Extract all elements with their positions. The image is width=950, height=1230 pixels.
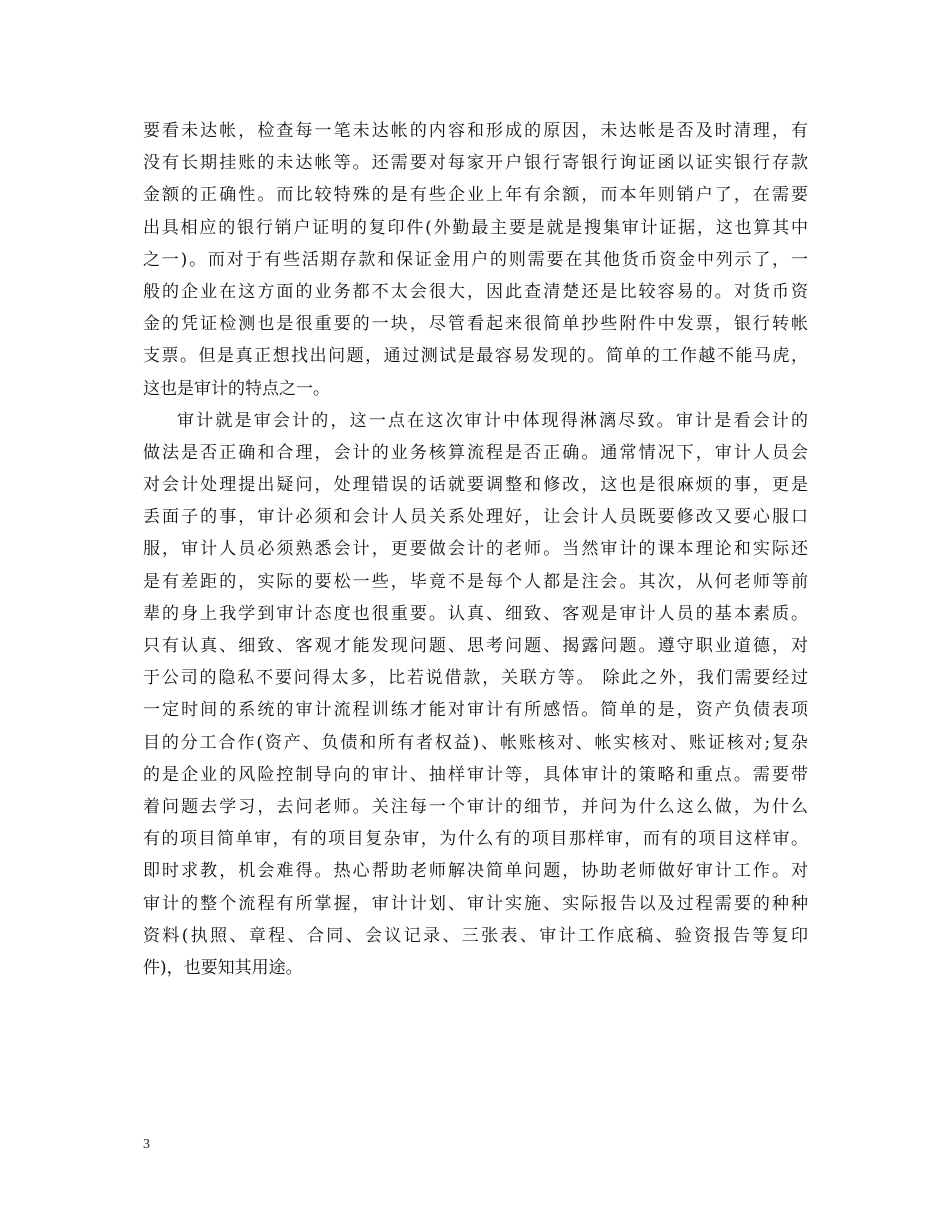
text-line: 是有差距的，实际的要松一些，毕竟不是每个人都是注会。其次，从何老师等前: [143, 571, 808, 592]
text-line: 要看未达帐，检查每一笔未达帐的内容和形成的原因，未达帐是否及时清理，有: [143, 121, 808, 141]
text-line: 资料(执照、章程、合同、会议记录、三张表、审计工作底稿、验资报告等复印: [143, 925, 808, 946]
page-number: 3: [143, 1137, 150, 1152]
text-line: 于公司的隐私不要问得太多，比若说借款，关联方等。 除此之外，我们需要经过: [143, 668, 808, 689]
text-line: 审计就是审会计的，这一点在这次审计中体现得淋漓尽致。审计是看会计的: [177, 410, 808, 431]
paragraph: [143, 405, 808, 984]
text-line: 审计的整个流程有所掌握，审计计划、审计实施、实际报告以及过程需要的种种: [143, 893, 808, 914]
text-line: 件)，也要知其用途。: [143, 957, 303, 978]
text-line: 辈的身上我学到审计态度也很重要。认真、细致、客观是审计人员的基本素质。: [143, 603, 808, 624]
text-line: 出具相应的银行销户证明的复印件(外勤最主要是就是搜集审计证据，这也算其中: [143, 217, 808, 238]
text-line: 即时求教，机会难得。热心帮助老师解决简单问题，协助老师做好审计工作。对: [143, 861, 808, 882]
text-line: 丢面子的事，审计必须和会计人员关系处理好，让会计人员既要修改又要心服口: [143, 507, 808, 528]
text-line: 有的项目简单审，有的项目复杂审，为什么有的项目那样审，而有的项目这样审。: [143, 829, 808, 850]
text-line: 金的凭证检测也是很重要的一块，尽管看起来很简单抄些附件中发票，银行转帐: [143, 314, 808, 335]
text-line: 的是企业的风险控制导向的审计、抽样审计等，具体审计的策略和重点。需要带: [143, 764, 808, 785]
text-line: 对会计处理提出疑问，处理错误的话就要调整和修改，这也是很麻烦的事，更是: [143, 475, 808, 496]
text-line: 只有认真、细致、客观才能发现问题、思考问题、揭露问题。遵守职业道德，对: [143, 636, 808, 656]
text-line: 支票。但是真正想找出问题，通过测试是最容易发现的。简单的工作越不能马虎，: [143, 346, 808, 367]
text-line: 之一)。而对于有些活期存款和保证金用户的则需要在其他货币资金中列示了，一: [143, 249, 808, 270]
text-line: 没有长期挂账的未达帐等。还需要对每家开户银行寄银行询证函以证实银行存款: [143, 153, 808, 174]
paragraph: [143, 115, 808, 405]
text-line: 着问题去学习，去问老师。关注每一个审计的细节，并问为什么这么做，为什么: [143, 796, 808, 817]
text-line: 做法是否正确和合理，会计的业务核算流程是否正确。通常情况下，审计人员会: [143, 442, 808, 463]
text-line: 目的分工合作(资产、负债和所有者权益)、帐账核对、帐实核对、账证核对;复杂: [143, 732, 808, 753]
text-line: 一定时间的系统的审计流程训练才能对审计有所感悟。简单的是，资产负债表项: [143, 700, 808, 721]
text-line: 服，审计人员必须熟悉会计，更要做会计的老师。当然审计的课本理论和实际还: [143, 539, 808, 560]
text-line: 金额的正确性。而比较特殊的是有些企业上年有余额，而本年则销户了，在需要: [143, 185, 808, 206]
text-line: 这也是审计的特点之一。: [143, 378, 330, 399]
text-line: 般的企业在这方面的业务都不太会很大，因此查清楚还是比较容易的。对货币资: [143, 281, 808, 302]
body-text: [143, 115, 808, 984]
